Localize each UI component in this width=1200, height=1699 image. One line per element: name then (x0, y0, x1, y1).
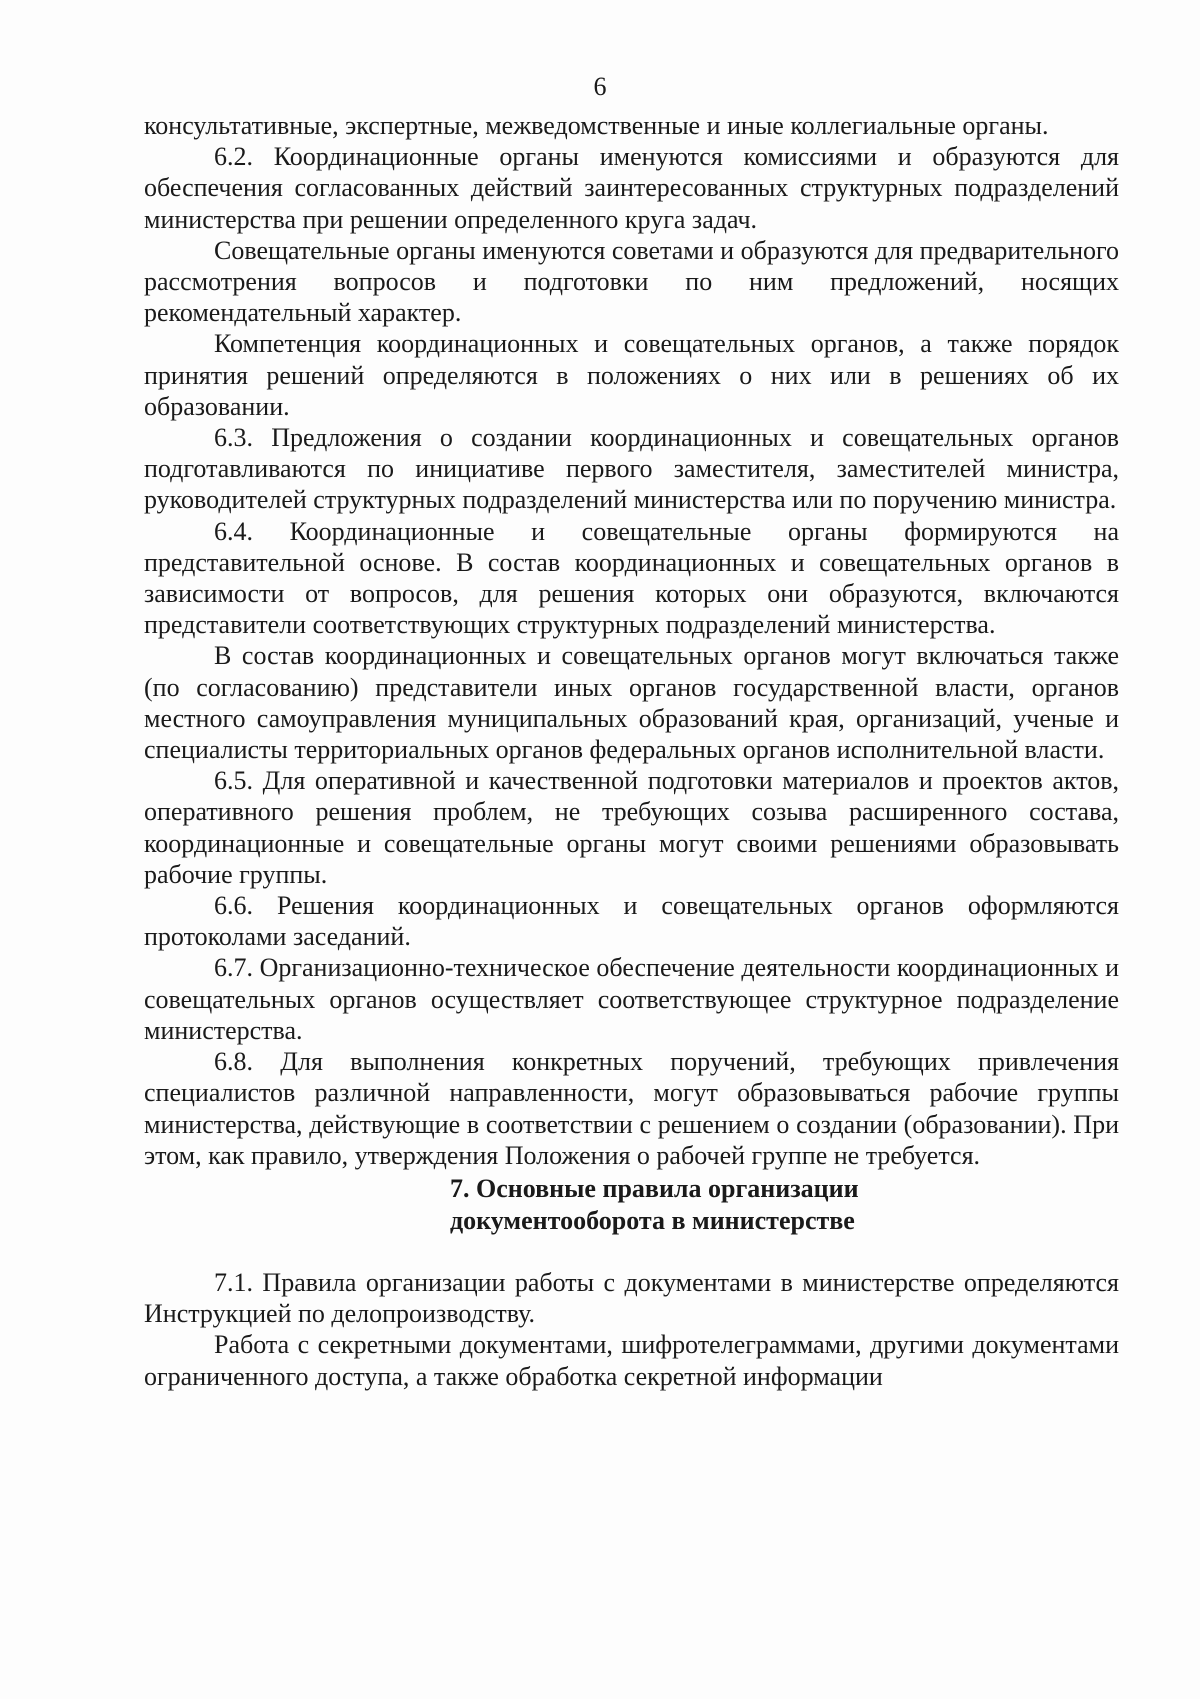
paragraph-6-3: 6.3. Предложения о создании координационных и совещательных органов подготавливаются по инициативе первого заместителя, заместителей министра, руководителей структурных подразделений министерства или по поручению министра. (144, 423, 1119, 515)
section-heading-line: документооборота в министерстве (450, 1205, 855, 1235)
paragraph-6-5: 6.5. Для оперативной и качественной подготовки материалов и проектов актов, оперативного решения проблем, не требующих созыва расширенного состава, координационные и совещательные органы могут своими решениями образовывать рабочие группы. (144, 766, 1119, 889)
paragraph: Компетенция координационных и совещательных органов, а также порядок принятия решений определяются в положениях о них или в решениях об их образовании. (144, 329, 1119, 421)
section-7-heading (144, 1173, 1119, 1237)
section-heading-line: 7. Основные правила организации (450, 1173, 859, 1203)
paragraph-6-2: 6.2. Координационные органы именуются комиссиями и образуются для обеспечения согласованных действий заинтересованных структурных подразделений министерства при решении определенного круга задач. (144, 142, 1119, 234)
paragraph: В состав координационных и совещательных органов могут включаться также (по согласованию) представители иных органов государственной власти, органов местного самоуправления муниципальных образований края, организаций, ученые и специалисты территориальных органов федеральных органов исполнительной власти. (144, 641, 1119, 765)
paragraph-6-4: 6.4. Координационные и совещательные органы формируются на представительной основе. В состав координационных и совещательных органов в зависимости от вопросов, для решения которых они образуются, включаются представители соответствующих структурных подразделений министерства. (144, 516, 1119, 640)
paragraph: Работа с секретными документами, шифротелеграммами, другими документами ограниченного доступа, а также обработка секретной информации (144, 1330, 1119, 1391)
paragraph-7-1: 7.1. Правила организации работы с документами в министерстве определяются Инструкцией по делопроизводству. (144, 1267, 1119, 1329)
paragraph: консультативные, экспертные, межведомственные и иные коллегиальные органы. (144, 111, 1049, 140)
paragraph-6-7: 6.7. Организационно-техническое обеспечение деятельности координационных и совещательных органов осуществляет соответствующее структурное подразделение министерства. (144, 953, 1119, 1045)
paragraph-6-6: 6.6. Решения координационных и совещательных органов оформляются протоколами заседаний. (144, 891, 1119, 952)
page-number: 6 (593, 72, 607, 101)
document-body (144, 110, 1119, 1392)
paragraph: Совещательные органы именуются советами и образуются для предварительного рассмотрения вопросов и подготовки по ним предложений, носящих рекомендательный характер. (144, 235, 1119, 328)
paragraph-6-8: 6.8. Для выполнения конкретных поручений, требующих привлечения специалистов различной направленности, могут образовываться рабочие группы министерства, действующие в соответствии с решением о создании (образовании). При этом, как правило, утверждения Положения о рабочей группе не требуется. (144, 1047, 1119, 1170)
